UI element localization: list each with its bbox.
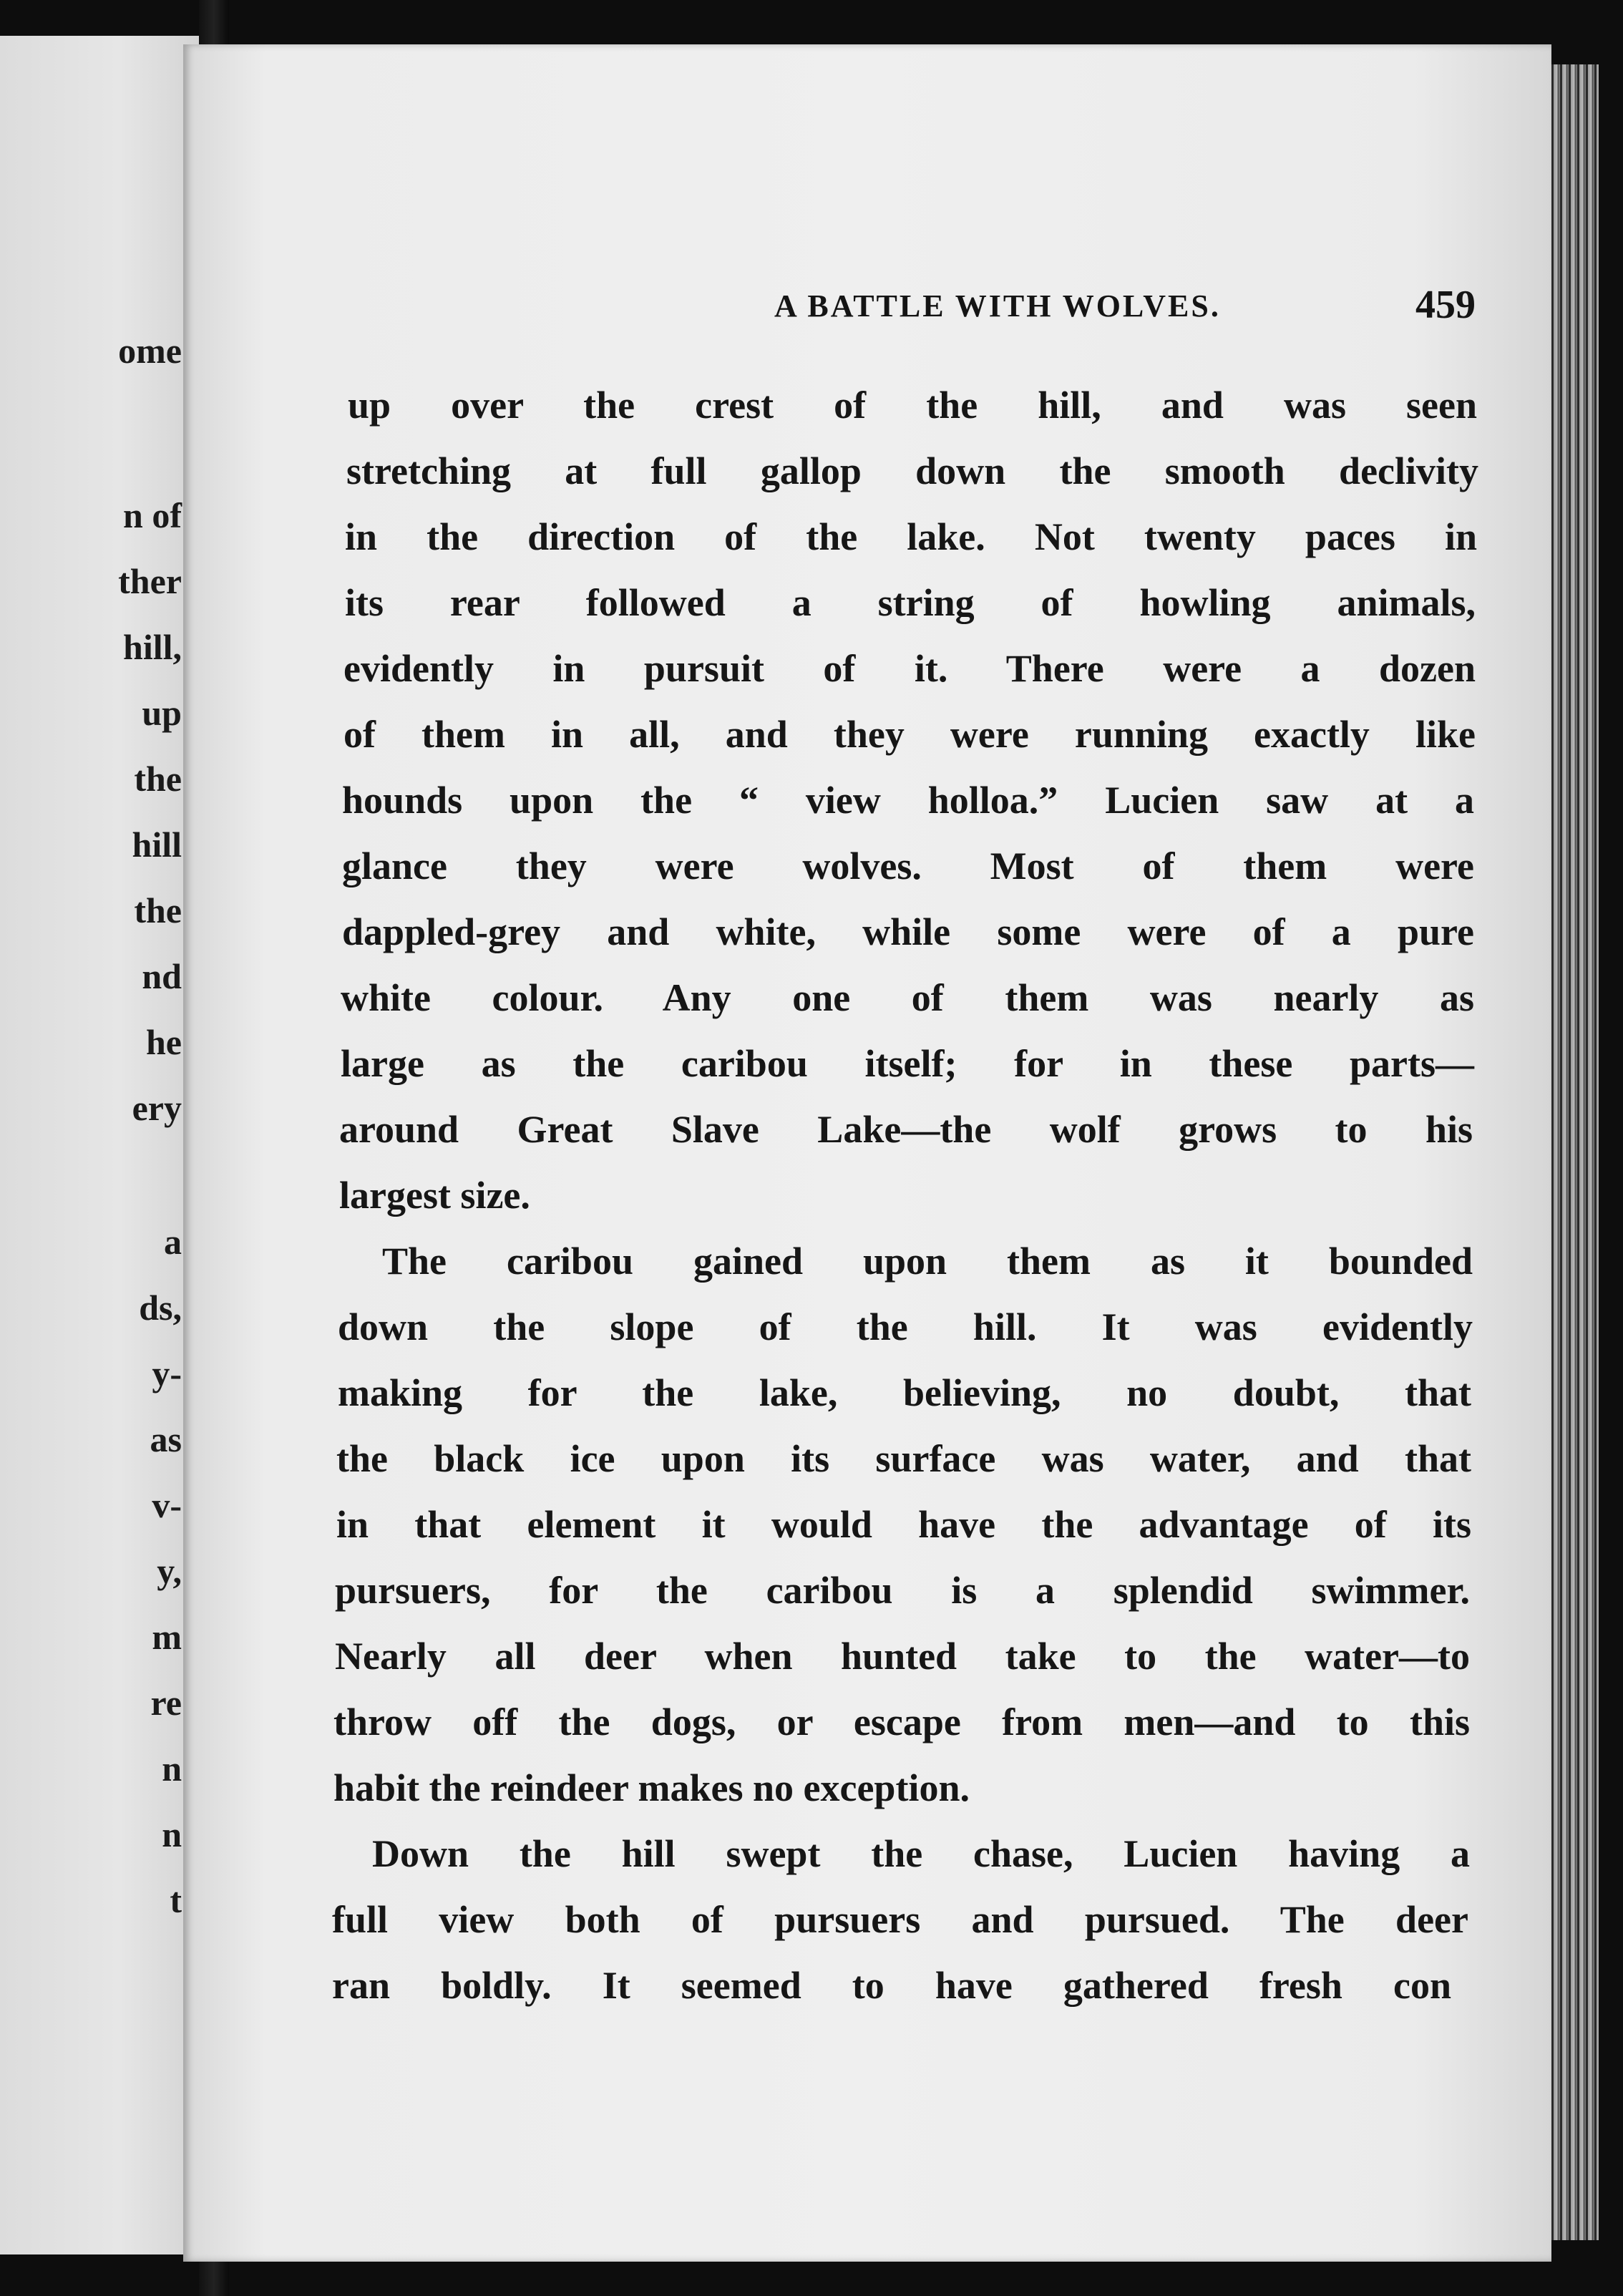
left-page-line: re: [150, 1683, 182, 1723]
left-page-line: ds,: [139, 1288, 182, 1328]
left-page-line: v-: [152, 1485, 182, 1525]
body-text-line: down the slope of the hill. It was evidently: [338, 1305, 1473, 1348]
left-page-line: n of: [123, 495, 182, 535]
body-text-line: of them in all, and they were running exactly like: [343, 713, 1476, 756]
left-page-line: y-: [152, 1353, 182, 1393]
body-text-line: stretching at full gallop down the smooth declivity: [346, 449, 1478, 492]
body-text-line: habit the reindeer makes no exception.: [333, 1766, 970, 1809]
left-page-line: the: [134, 890, 182, 930]
left-page-line: n: [162, 1748, 182, 1789]
body-text-line: full view both of pursuers and pursued. The deer: [332, 1898, 1468, 1941]
left-page-line: hill,: [123, 627, 182, 667]
left-page-line: as: [150, 1419, 182, 1459]
left-page-line: nd: [142, 956, 182, 996]
left-page-line: up: [142, 693, 182, 733]
previous-page-fragment: [0, 36, 199, 2254]
page-edges: [1551, 64, 1599, 2240]
body-text-line: making for the lake, believing, no doubt, that: [338, 1371, 1471, 1414]
book-page: [183, 44, 1551, 2262]
running-head: A BATTLE WITH WOLVES.: [774, 288, 1221, 324]
left-page-line: hill: [132, 824, 182, 865]
left-page-line: a: [164, 1222, 182, 1262]
left-page-line: n: [162, 1814, 182, 1854]
body-text-line: the black ice upon its surface was water, and that: [336, 1437, 1471, 1480]
body-text-line: largest size.: [339, 1174, 530, 1217]
left-page-line: he: [146, 1022, 182, 1062]
left-page-line: ery: [132, 1088, 182, 1128]
body-text-line: evidently in pursuit of it. There were a dozen: [343, 647, 1476, 690]
body-text-line: dappled-grey and white, while some were of a pure: [342, 910, 1474, 953]
body-text-line: glance they were wolves. Most of them were: [342, 845, 1474, 887]
body-text-line: throw off the dogs, or escape from men—and to this: [333, 1701, 1470, 1743]
body-text-line: around Great Slave Lake—the wolf grows to his: [339, 1108, 1473, 1151]
body-text-line: pursuers, for the caribou is a splendid swimmer.: [335, 1569, 1470, 1612]
body-text-line: large as the caribou itself; for in these parts—: [341, 1042, 1474, 1085]
body-text-line: Down the hill swept the chase, Lucien having a: [372, 1832, 1470, 1875]
body-text-line: hounds upon the “ view holloa.” Lucien saw at a: [342, 779, 1474, 822]
body-text-line: The caribou gained upon them as it bounded: [382, 1240, 1473, 1283]
left-page-line: m: [152, 1617, 182, 1657]
body-text-line: its rear followed a string of howling animals,: [345, 581, 1476, 624]
body-text-line: white colour. Any one of them was nearly as: [341, 976, 1474, 1019]
left-page-line: t: [170, 1880, 182, 1920]
body-text-line: Nearly all deer when hunted take to the water—to: [335, 1635, 1470, 1678]
left-page-line: ome: [118, 331, 182, 371]
body-text-line: in the direction of the lake. Not twenty paces in: [345, 515, 1477, 558]
body-text-line: ran boldly. It seemed to have gathered fresh con: [332, 1964, 1451, 2007]
left-page-line: the: [134, 759, 182, 799]
left-page-line: y,: [157, 1551, 182, 1591]
left-page-line: ther: [118, 561, 182, 601]
page-number: 459: [1415, 283, 1476, 327]
body-text-line: up over the crest of the hill, and was seen: [348, 384, 1477, 427]
body-text-line: in that element it would have the advantage of its: [336, 1503, 1471, 1546]
